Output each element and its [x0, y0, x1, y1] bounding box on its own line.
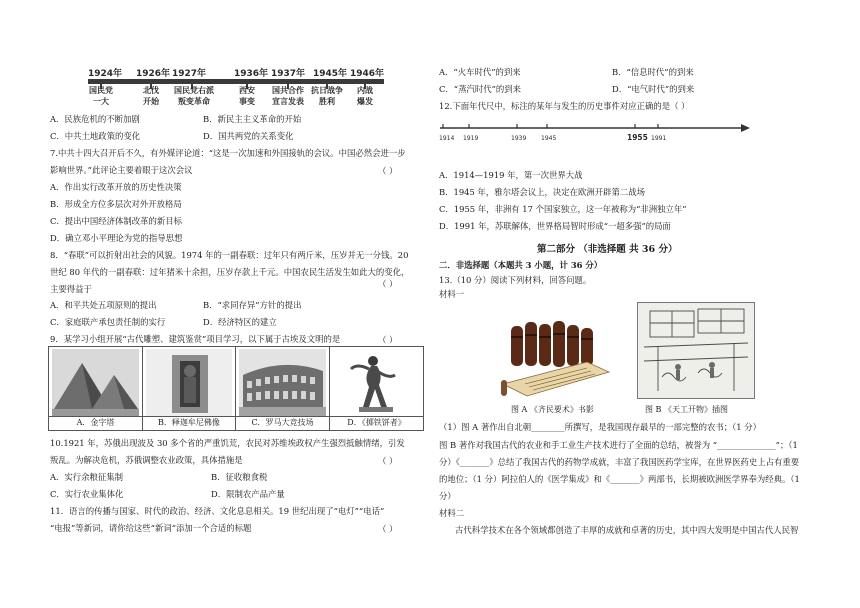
figure-a-image — [497, 318, 615, 398]
timeline-event: 北伐 开始 — [143, 86, 159, 106]
q6-option-c[interactable]: C．中共土地政策的变化 — [50, 131, 141, 141]
q8-option-c[interactable]: C．家庭联产承包责任制的实行 — [50, 317, 166, 327]
q10-option-d[interactable]: D．限制农产品产量 — [211, 489, 285, 499]
timeline-year: 1945年 — [313, 69, 348, 79]
q6-option-b[interactable]: B．新民主主义革命的开始 — [203, 114, 302, 124]
q7-stem-line: 影响世界。”此评论主要着眼于这次会议 — [50, 165, 193, 175]
q12-option-a[interactable]: A．1914—1919 年，第一次世界大战 — [439, 170, 583, 180]
ruler-label: 1919 — [463, 135, 479, 142]
q11-option-c[interactable]: C．“蒸汽时代”的到来 — [439, 84, 521, 94]
q10-option-c[interactable]: C．实行农业集体化 — [50, 489, 124, 499]
q11-option-b[interactable]: B．“信息时代”的到来 — [612, 67, 694, 77]
q6-option-d[interactable]: D．国共两党的关系变化 — [203, 131, 294, 141]
ruler-label: 1914 — [439, 135, 455, 142]
q10-stem-line: 10.1921 年，苏俄出现波及 30 多个省的严重饥荒，农民对苏维埃政权产生强烈抵触情绪，引发 — [50, 438, 405, 448]
q7-option-a[interactable]: A．作出实行改革开放的历史性决策 — [50, 182, 182, 192]
section-heading: 二．非选择题（本题共 3 小题，计 36 分） — [439, 260, 603, 270]
q13-text-line: 图 B 著作对我国古代的农业和手工业生产技术进行了全面的总结，被誉为 “______________”；（1 — [439, 440, 798, 450]
q11-stem-line: “电报”等新词，请你给这些“新词”添加一个合适的标题 — [50, 523, 252, 533]
q9-choice-b[interactable] — [143, 347, 236, 430]
q13-text-line: 分） — [439, 491, 456, 501]
q9-choice-a[interactable] — [49, 347, 143, 430]
colosseum-image — [239, 349, 326, 416]
event-timeline — [88, 62, 428, 112]
timeline-year: 1937年 — [271, 69, 306, 79]
q13-text-line: 的地位；（1 分）阿拉伯人的《医学集成》和《_______》两部书，长期被欧洲医学界奉为经典。（1 — [439, 474, 800, 484]
timeline-event: 西安 事变 — [239, 86, 255, 106]
q7-option-c[interactable]: C．提出中国经济体制改革的新目标 — [50, 216, 183, 226]
q10-option-a[interactable]: A．实行余粮征集制 — [50, 472, 124, 482]
timeline-year: 1927年 — [172, 69, 207, 79]
q9-caption: B．释迦牟尼佛像 — [143, 416, 235, 429]
ruler-label: 1945 — [541, 135, 557, 142]
q10-stem-line: 叛乱。为解决危机，苏俄调整农业政策，具体措施是 — [50, 455, 243, 465]
q9-image-strip — [48, 346, 424, 431]
timeline-year: 1924年 — [88, 69, 123, 79]
q9-caption: D．《掷铁饼者》 — [330, 416, 423, 429]
discobolus-statue-image — [333, 349, 420, 416]
timeline-event: 抗日战争 胜利 — [311, 86, 343, 106]
q11-option-d[interactable]: D．“电气时代”的到来 — [612, 84, 695, 94]
timeline-bar — [88, 79, 384, 84]
timeline-year: 1926年 — [136, 69, 171, 79]
buddha-statue-image — [146, 349, 232, 416]
q10-option-b[interactable]: B．征收粮食税 — [211, 472, 268, 482]
q7-stem-line: 7.中共十四大召开后不久，有外媒评论道：“这是一次加速和外国接轨的会议。中国必然会进一步 — [50, 148, 406, 158]
q9-caption: C．罗马大竞技场 — [236, 416, 329, 429]
q9-choice-d[interactable] — [330, 347, 423, 430]
q8-stem-line: 主要得益于 — [50, 284, 92, 294]
q11-stem-line: 11．语言的传播与国家、时代的政治、经济、文化息息相关。19 世纪出现了“电灯”“电话” — [50, 506, 385, 516]
figure-b-image — [637, 302, 755, 399]
q8-option-a[interactable]: A．和平共处五项原则的提出 — [50, 300, 157, 310]
q7-answer-blank[interactable]: （ ） — [378, 166, 398, 176]
timeline-year: 1936年 — [234, 69, 269, 79]
timeline-event: 国民党 一大 — [89, 86, 113, 106]
q12-stem-line: 12.下面年代尺中，标注的某年与发生的历史事件对应正确的是（ ） — [439, 101, 690, 111]
q7-option-b[interactable]: B．形成全方位多层次对外开放格局 — [50, 199, 182, 209]
q9-answer-blank[interactable]: （ ） — [378, 335, 398, 345]
q12-option-b[interactable]: B．1945 年，雅尔塔会议上，决定在欧洲开辟第二战场 — [439, 187, 646, 197]
figure-a-caption: 图 A 《齐民要术》书影 — [511, 405, 594, 414]
q13-text-line: 古代科学技术在各个领域都创造了丰厚的成就和卓著的历史，其中四大发明是中国古代人民智 — [455, 525, 799, 535]
timeline-event: 内战 爆发 — [357, 86, 373, 106]
q8-option-d[interactable]: D．经济特区的建立 — [203, 317, 277, 327]
pyramid-image — [52, 349, 139, 416]
timeline-year: 1946年 — [350, 69, 385, 79]
q12-option-c[interactable]: C．1955 年，非洲有 17 个国家独立，这一年被称为“非洲独立年” — [439, 204, 687, 214]
q9-caption: A．金字塔 — [49, 416, 142, 429]
year-ruler — [439, 118, 751, 148]
q9-stem-line: 9．某学习小组开展“古代雕塑、建筑鉴赏”项目学习，以下属于古埃及文明的是 — [50, 334, 341, 344]
q10-answer-blank[interactable]: （ ） — [378, 456, 398, 466]
q8-stem-line: 世纪 80 年代的一副春联：过年猪米十余担，压岁存款上千元。中国农民生活发生如此大的变化， — [50, 267, 410, 277]
ruler-label: 1939 — [511, 135, 527, 142]
timeline-event: 国民党右派 叛变革命 — [174, 86, 214, 106]
q8-option-b[interactable]: B．“求同存异”方针的提出 — [203, 300, 302, 310]
q8-stem-line: 8．“春联”可以折射出社会的风貌。1974 年的一副春联：过年只有两斤米，压岁并无一分钱。20 — [50, 250, 409, 260]
q6-option-a[interactable]: A．民族危机的不断加剧 — [50, 114, 140, 124]
ruler-label: 1955 — [627, 133, 648, 142]
q11-option-a[interactable]: A．“火车时代”的到来 — [439, 67, 521, 77]
q12-option-d[interactable]: D．1991 年，苏联解体，世界格局智时形成“一超多强”的局面 — [439, 221, 671, 231]
material-one-label: 材料一 — [439, 289, 465, 299]
q13-text-line: （1）图 A 著作出自北朝________所撰写，是我国现存最早的一部完整的农书；（1 分） — [439, 422, 761, 432]
part-two-title: 第二部分 （非选择题 共 36 分） — [537, 244, 678, 255]
q11-answer-blank[interactable]: （ ） — [378, 524, 398, 534]
q9-choice-c[interactable] — [236, 347, 330, 430]
timeline-event: 国共合作 宣言发表 — [272, 86, 304, 106]
q13-text-line: 分）《_______》总结了我国古代的药物学成就，丰富了我国医药学宝库，在世界医药史上占有重要 — [439, 457, 800, 467]
figure-b-caption: 图 B 《天工开物》插图 — [645, 405, 728, 414]
material-two-label: 材料二 — [439, 508, 465, 518]
q7-option-d[interactable]: D．确立邓小平理论为党的指导思想 — [50, 233, 183, 243]
q8-answer-blank[interactable]: （ ） — [378, 279, 398, 289]
q13-intro: 13.（10 分）阅读下列材料，回答问题。 — [439, 275, 592, 285]
ruler-label: 1991 — [651, 135, 667, 142]
